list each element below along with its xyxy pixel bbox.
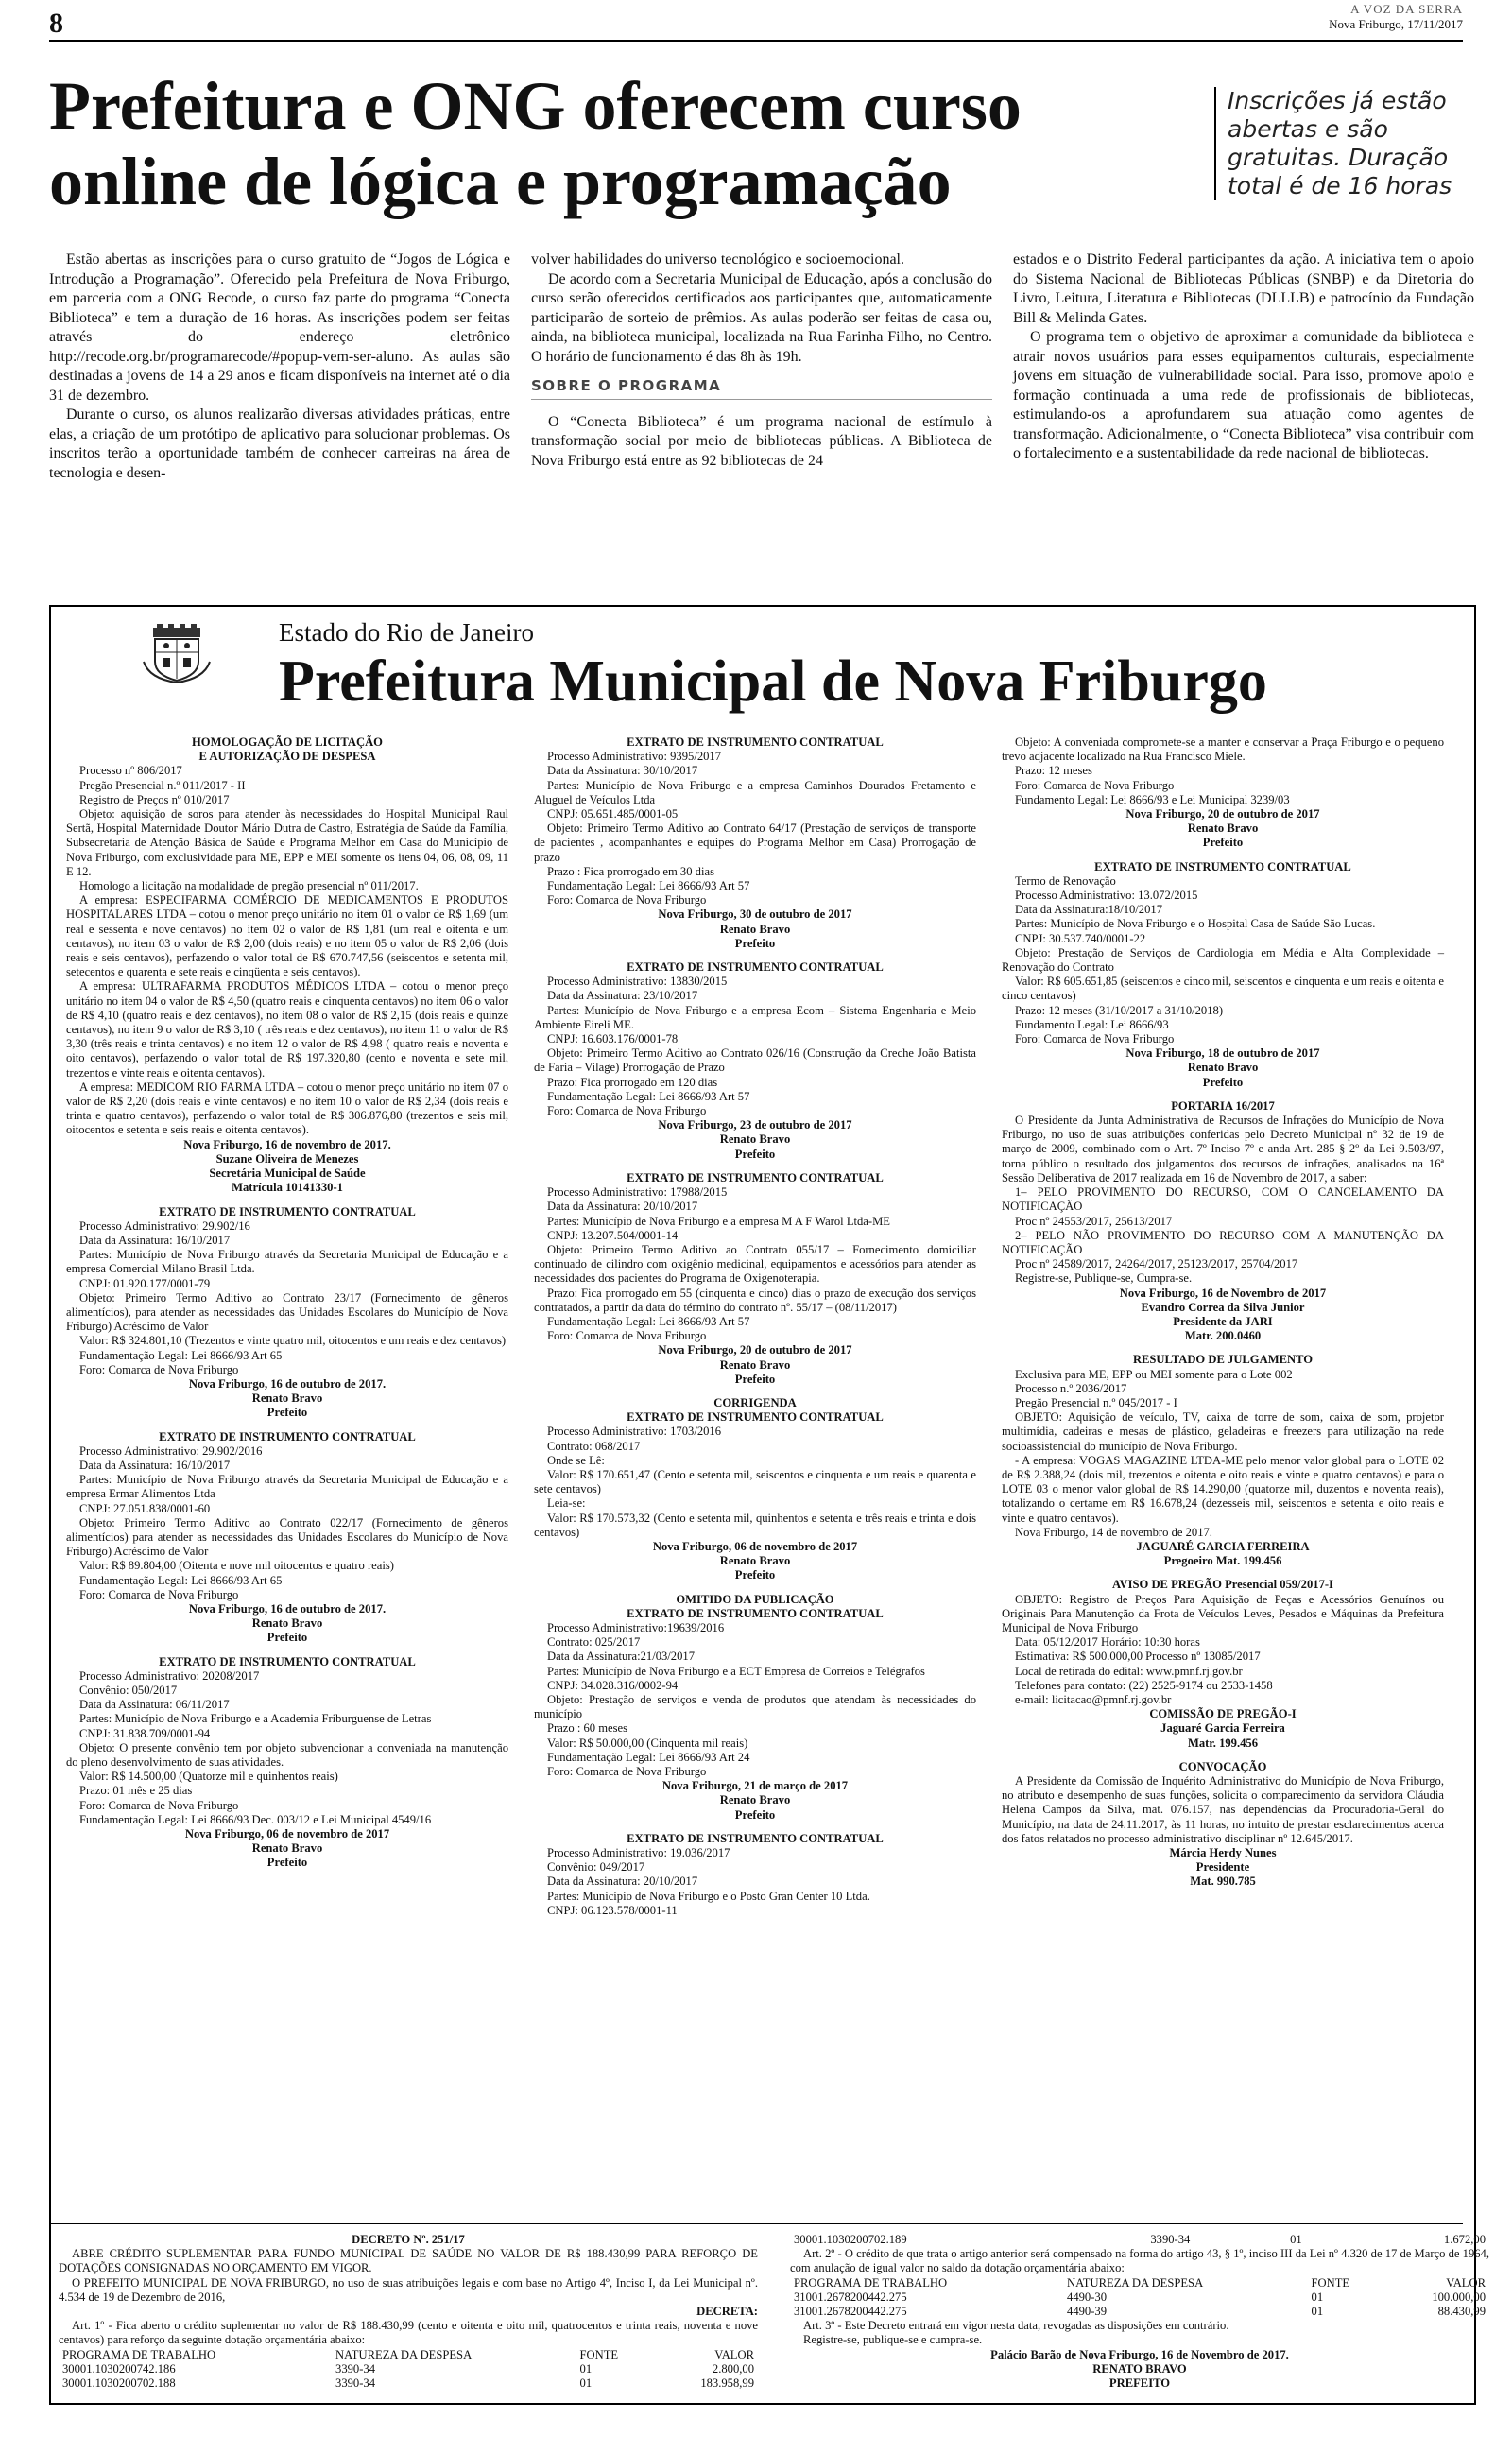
gazette-line: Objeto: Primeiro Termo Aditivo ao Contrato 23/17 (Fornecimento de gêneros alimentícios), para atender as necessidades das Unidades Escolares do Município de Nova Friburgo) Acréscimo de Valor (66, 1290, 508, 1334)
gazette-heading: Presidente (1195, 1860, 1250, 1875)
gazette-heading: Prefeito (266, 1856, 308, 1870)
gazette-column-2 (534, 735, 976, 1918)
gazette-line: Data da Assinatura: 20/10/2017 (547, 1200, 698, 1214)
gazette-line: Partes: Município de Nova Friburgo e o Posto Gran Center 10 Ltda. (547, 1889, 870, 1903)
gazette-line: Prazo : Fica prorrogado em 30 dias (547, 864, 714, 878)
header-rule (49, 40, 1463, 42)
gazette-line: Processo Administrativo: 19.036/2017 (547, 1846, 730, 1860)
gazette-heading: Prefeito (266, 1406, 308, 1420)
gazette-line: Prazo: 12 meses (1015, 764, 1092, 778)
gazette-line: Nova Friburgo, 14 de novembro de 2017. (1015, 1525, 1212, 1539)
gazette-heading: EXTRATO DE INSTRUMENTO CONTRATUAL (627, 735, 884, 749)
gazette-heading: RESULTADO DE JULGAMENTO (1132, 1353, 1314, 1367)
gazette-heading: EXTRATO DE INSTRUMENTO CONTRATUAL (627, 1170, 884, 1184)
gazette-heading: Prefeito (734, 1568, 776, 1582)
gazette-line: Fundamentação Legal: Lei 8666/93 Art 65 (79, 1573, 283, 1587)
gazette-state-name: Estado do Rio de Janeiro (279, 618, 534, 647)
gazette-line: Processo Administrativo: 13830/2015 (547, 975, 728, 989)
gazette-heading: Presidente da JARI (1173, 1314, 1273, 1328)
gazette-line: Partes: Município de Nova Friburgo e a ECT Empresa de Correios e Telégrafos (547, 1664, 925, 1678)
table-cell: VALOR (1446, 2275, 1486, 2290)
decree-divider (49, 2223, 1463, 2224)
table-cell: 30001.1030200742.186 (62, 2361, 176, 2376)
table-cell: NATUREZA DA DESPESA (1067, 2275, 1204, 2290)
decree-table-continued (790, 2233, 1489, 2247)
gazette-line: Foro: Comarca de Nova Friburgo (547, 1329, 707, 1343)
gazette-heading: AVISO DE PREGÃO Presencial 059/2017-I (1112, 1578, 1333, 1592)
gazette-heading: Prefeito (734, 936, 776, 950)
gazette-heading: Nova Friburgo, 16 de Novembro de 2017 (1119, 1286, 1327, 1300)
gazette-heading: Matrícula 10141330-1 (232, 1181, 343, 1195)
gazette-heading: JAGUARÉ GARCIA FERREIRA (1136, 1539, 1310, 1553)
gazette-heading: HOMOLOGAÇÃO DE LICITAÇÃO (192, 735, 383, 749)
decree-article-3: Art. 3º - Este Decreto entrará em vigor nesta data, revogadas as disposições em contrário. (803, 2319, 1229, 2333)
gazette-line: Registre-se, Publique-se, Cumpra-se. (1015, 1271, 1193, 1286)
paper-name: A VOZ DA SERRA (1350, 2, 1463, 16)
article-column-1 (49, 251, 510, 483)
gazette-line: Convênio: 050/2017 (79, 1684, 178, 1697)
gazette-heading: PORTARIA 16/2017 (1171, 1098, 1275, 1113)
paragraph: O “Conecta Biblioteca” é um programa nacional de estímulo à transformação social por meio de bibliotecas públicas. A Biblioteca de Nova Friburgo está entre as 92 bibliotecas de 24 (531, 413, 992, 469)
table-cell: 88.430,99 (1437, 2305, 1486, 2319)
gazette-line: Objeto: Prestação de serviços e venda de produtos que atendam às necessidades do município (534, 1693, 976, 1721)
table-cell: 01 (1311, 2290, 1324, 2304)
table-cell: 2.800,00 (712, 2361, 754, 2376)
decree-left (59, 2233, 758, 2391)
gazette-line: Valor: R$ 605.651,85 (seiscentos e cinco mil, seiscentos e cinquenta e um reais e oitenta e cinco centavos) (1002, 975, 1444, 1003)
table-cell: 01 (579, 2376, 593, 2391)
gazette-line: CNPJ: 06.123.578/0001-11 (547, 1903, 678, 1917)
gazette-heading: Nova Friburgo, 16 de outubro de 2017. (188, 1601, 387, 1616)
table-row (59, 2376, 758, 2391)
gazette-heading: Evandro Correa da Silva Junior (1141, 1300, 1305, 1314)
paragraph: volver habilidades do universo tecnológico e socioemocional. (531, 251, 904, 268)
gazette-line: Data da Assinatura: 20/10/2017 (547, 1875, 698, 1889)
gazette-line: OBJETO: Aquisição de veículo, TV, caixa de torre de som, caixa de som, projetor multimídia, cadeiras e mesas de plástico, geladeiras e freezers para utilização na rede socioassistencial do município de Nova Friburgo. (1002, 1410, 1444, 1453)
gazette-line: Foro: Comarca de Nova Friburgo (1015, 1032, 1175, 1046)
gazette-line: Registro de Preços nº 010/2017 (79, 792, 230, 806)
gazette-line: Partes: Município de Nova Friburgo e a empresa M A F Warol Ltda-ME (547, 1214, 890, 1228)
gazette-heading: E AUTORIZAÇÃO DE DESPESA (198, 750, 376, 764)
gazette-line: Proc nº 24589/2017, 24264/2017, 25123/2017, 25704/2017 (1015, 1257, 1298, 1271)
table-cell: 1.672,00 (1443, 2233, 1486, 2246)
table-cell: 31001.2678200442.275 (794, 2305, 907, 2319)
gazette-line: Processo Administrativo:19639/2016 (547, 1620, 725, 1634)
gazette-line: Convênio: 049/2017 (547, 1860, 645, 1875)
gazette-heading: Matr. 200.0460 (1184, 1329, 1262, 1343)
section-subhead: SOBRE O PROGRAMA (531, 376, 992, 400)
gazette-line: Fundamentação Legal: Lei 8666/93 Art 57 (547, 879, 750, 893)
gazette-heading: Suzane Oliveira de Menezes (215, 1151, 359, 1166)
gazette-line: Partes: Município de Nova Friburgo e a Academia Friburguense de Letras (79, 1712, 432, 1726)
table-cell: NATUREZA DA DESPESA (335, 2347, 472, 2361)
table-cell: 4490-30 (1067, 2290, 1107, 2304)
gazette-line: Valor: R$ 324.801,10 (Trezentos e vinte quatro mil, oitocentos e um reais e dez centavos) (79, 1334, 507, 1348)
page-number: 8 (49, 8, 63, 39)
gazette-line: Valor: R$ 14.500,00 (Quatorze mil e quinhentos reais) (79, 1770, 338, 1784)
article-deck: Inscrições já estão abertas e são gratuitas. Duração total é de 16 horas (1214, 87, 1483, 200)
gazette-heading: Nova Friburgo, 20 de outubro de 2017 (658, 1343, 852, 1357)
table-row (790, 2290, 1489, 2305)
decree-article-1: Art. 1º - Fica aberto o crédito suplementar no valor de R$ 188.430,99 (cento e oitenta e oito mil, quatrocentos e trinta reais, noventa e nove centavos) para reforço da seguinte dotação orçamentária abaixo: (59, 2319, 758, 2347)
headline-line-2: online de lógica e programação (49, 144, 952, 219)
gazette-line: Valor: R$ 170.651,47 (Cento e setenta mil, seiscentos e cinquenta e um reais e quarenta e sete centavos) (534, 1467, 976, 1496)
gazette-line: Data da Assinatura: 16/10/2017 (79, 1233, 231, 1247)
gazette-line: OBJETO: Registro de Preços Para Aquisição de Peças e Acessórios Genuínos ou Originais Para Manutenção da Frota de Veículos Leves, Pesados e Máquinas da Prefeitura Municipal de Nova Friburgo (1002, 1592, 1444, 1634)
gazette-line: CNPJ: 05.651.485/0001-05 (547, 807, 679, 821)
gazette-heading: Prefeito (734, 1372, 776, 1386)
gazette-line: Contrato: 025/2017 (547, 1635, 641, 1650)
gazette-line: Prazo : 60 meses (547, 1721, 627, 1736)
table-row (790, 2305, 1489, 2319)
gazette-heading: Nova Friburgo, 06 de novembro de 2017 (184, 1827, 390, 1841)
gazette-line: CNPJ: 13.207.504/0001-14 (547, 1228, 679, 1242)
gazette-line: CNPJ: 31.838.709/0001-94 (79, 1726, 211, 1740)
gazette-line: A empresa: ULTRAFARMA PRODUTOS MÉDICOS LTDA – cotou o menor preço unitário no item 04 o valor de R$ 4,50 (quatro reais e cinquenta centavos) no item 06 o valor de R$ 4,10 (quatro reais e dez centavos), no item 08 o valor de R$ 2,15 (dois reais e quinze centavos), no item 9 o valor de R$ 3,10 ( três reais e dez centavos), no item 11 o valor de R$ 3,30 (três reais e trinta centavos) e no item 12 o valor de R$ 4,98 ( quatro reais e noventa e oito centavos), perfazendo o valor total de R$ 197.320,80 (cento e noventa e sete mil, trezentos e vinte reais e oitenta centavos). (66, 979, 508, 1080)
gazette-line: Objeto: aquisição de soros para atender às necessidades do Hospital Municipal Raul Sertã, Hospital Maternidade Doutor Mário Dutra de Castro, Estratégia de Saúde da Família, Subsecretaria de Atenção Básica de Saúde e Programa Melhor em Casa do Município de Nova Friburgo, com exclusividade para ME, EPP e MEI somente os itens 04, 06, 08, 09, 11 E 12. (66, 807, 508, 878)
table-cell: 4490-39 (1067, 2305, 1107, 2319)
decree-signature-name: RENATO BRAVO (1092, 2361, 1187, 2376)
gazette-line: CNPJ: 16.603.176/0001-78 (547, 1032, 679, 1046)
table-cell: 01 (1311, 2305, 1324, 2319)
gazette-heading: Nova Friburgo, 06 de novembro de 2017 (652, 1539, 858, 1553)
gazette-column-1 (66, 735, 508, 1871)
gazette-line: Partes: Município de Nova Friburgo e a empresa Caminhos Dourados Fretamento e Aluguel de Veículos Ltda (534, 778, 976, 806)
table-cell: 183.958,99 (700, 2376, 754, 2391)
gazette-heading: Mat. 990.785 (1190, 1875, 1256, 1889)
table-cell: FONTE (579, 2347, 619, 2361)
table-cell: 3390-34 (335, 2376, 375, 2391)
gazette-line: Onde se Lê: (547, 1453, 605, 1467)
gazette-heading: EXTRATO DE INSTRUMENTO CONTRATUAL (159, 1204, 416, 1218)
gazette-line: Data da Assinatura: 30/10/2017 (547, 764, 698, 778)
gazette-line: Processo Administrativo: 20208/2017 (79, 1668, 260, 1683)
gazette-line: Foro: Comarca de Nova Friburgo (547, 1104, 707, 1118)
table-header-row (790, 2276, 1489, 2290)
gazette-line: Valor: R$ 50.000,00 (Cinquenta mil reais) (547, 1736, 748, 1750)
decree-article-2: Art. 2º - O crédito de que trata o artigo anterior será compensado na forma do artigo 43, § 1º, inciso III da Lei nº 4.320 de 17 de Março de 1964, com anulação de igual valor no saldo da dotação orçamentária abaixo: (790, 2247, 1489, 2275)
gazette-line: Partes: Município de Nova Friburgo através da Secretaria Municipal de Educação e a empresa Ermar Alimentos Ltda (66, 1473, 508, 1501)
gazette-line: Objeto: Primeiro Termo Aditivo ao Contrato 64/17 (Prestação de serviços de transporte de pacientes , acompanhantes e equipes do Programa Melhor em Casa) Prorrogação de prazo (534, 821, 976, 864)
gazette-line: Objeto: O presente convênio tem por objeto subvencionar a conveniada na manutenção do pleno desenvolvimento de suas atividades. (66, 1740, 508, 1770)
decree-signature-role: PREFEITO (1108, 2376, 1171, 2391)
paragraph: Estão abertas as inscrições para o curso gratuito de “Jogos de Lógica e Introdução a Programação”. Oferecido pela Prefeitura de Nova Friburgo, em parceria com a ONG Recode, o curso faz parte do programa “Conecta Biblioteca” e tem a duração de 16 horas. As inscrições podem ser feitas através do endereço eletrônico http://recode.org.br/programarecode/#popup-vem-ser-aluno. As aulas são destinadas a jovens de 14 a 29 anos e ficam disponíveis na internet até o dia 31 de dezembro. (49, 251, 510, 404)
page-header (49, 0, 1463, 38)
gazette-heading: CONVOCAÇÃO (1178, 1759, 1267, 1773)
gazette-line: Objeto: Primeiro Termo Aditivo ao Contrato 022/17 (Fornecimento de gêneros alimentícios) para atender as necessidades das Unidades Escolares do Município de Nova Friburgo) Acréscimo de Valor (66, 1515, 508, 1559)
headline-line-1: Prefeitura e ONG oferecem curso (49, 68, 1022, 144)
gazette-line: Data: 05/12/2017 Horário: 10:30 horas (1015, 1635, 1200, 1650)
gazette-heading: Prefeito (1202, 1075, 1244, 1089)
gazette-heading: Renato Bravo (719, 1554, 791, 1568)
gazette-heading: Renato Bravo (251, 1841, 323, 1856)
gazette-line: Partes: Município de Nova Friburgo e a empresa Ecom – Sistema Engenharia e Meio Ambiente Eireli ME. (534, 1003, 976, 1031)
dateline: Nova Friburgo, 17/11/2017 (1329, 17, 1463, 31)
gazette-heading: Prefeito (1202, 836, 1244, 850)
gazette-line: Contrato: 068/2017 (547, 1439, 641, 1453)
decree-decreta: DECRETA: (696, 2305, 758, 2319)
gazette-line: Prazo: 12 meses (31/10/2017 a 31/10/2018) (1015, 1003, 1224, 1017)
table-cell: 01 (1290, 2233, 1302, 2246)
gazette-heading: Márcia Herdy Nunes (1169, 1846, 1277, 1860)
gazette-line: A Presidente da Comissão de Inquérito Administrativo do Município de Nova Friburgo, no atributo e desempenho de suas funções, solicita o comparecimento da servidora Cláudia Helena Campos da Silva, mat. 076.157, nas dependências da Procuradoria-Geral do Município, na data de 24.11.2017, às 11 horas, no intuito de prestar esclarecimentos acerca dos fatos relatados no processo administrativo disciplinar nº 12.645/2017. (1002, 1774, 1444, 1845)
table-cell: 100.000,00 (1432, 2290, 1486, 2304)
gazette-line: Data da Assinatura: 06/11/2017 (79, 1698, 230, 1712)
gazette-heading: EXTRATO DE INSTRUMENTO CONTRATUAL (627, 1410, 884, 1425)
table-header-row (59, 2348, 758, 2362)
gazette-line: Fundamento Legal: Lei 8666/93 (1015, 1017, 1169, 1031)
gazette-heading: CORRIGENDA (713, 1395, 797, 1409)
table-row (59, 2362, 758, 2376)
gazette-line: Proc nº 24553/2017, 25613/2017 (1015, 1214, 1173, 1228)
table-cell: 01 (579, 2361, 593, 2376)
gazette-heading: Renato Bravo (251, 1616, 323, 1631)
gazette-line: Fundamentação Legal: Lei 8666/93 Art 24 (547, 1750, 750, 1764)
gazette-line: Local de retirada do edital: www.pmnf.rj.gov.br (1015, 1664, 1243, 1678)
table-cell: FONTE (1311, 2275, 1350, 2290)
gazette-line: CNPJ: 30.537.740/0001-22 (1015, 931, 1146, 945)
gazette-line: Processo Administrativo: 29.902/2016 (79, 1443, 263, 1458)
gazette-line: Telefones para contato: (22) 2525-9174 ou 2533-1458 (1015, 1678, 1273, 1692)
gazette-heading: Renato Bravo (719, 1357, 791, 1372)
decree-right (790, 2233, 1489, 2391)
gazette-line: Foro: Comarca de Nova Friburgo (79, 1362, 239, 1376)
gazette-line: Processo nº 806/2017 (79, 764, 182, 778)
gazette-line: 2– PELO NÃO PROVIMENTO DO RECURSO COM A MANUTENÇÃO DA NOTIFICAÇÃO (1002, 1228, 1444, 1256)
article-column-2 (531, 251, 992, 471)
paragraph: Durante o curso, os alunos realizarão diversas atividades práticas, entre elas, a criação de um protótipo de aplicativo para solucionar problemas. Os inscritos terão a oportunidade também de conhecer carreiras na área de tecnologia e desen- (49, 406, 510, 481)
decree-registre: Registre-se, publique-se e cumpra-se. (803, 2333, 983, 2347)
table-cell: 3390-34 (335, 2361, 375, 2376)
gazette-line: Prazo: 01 mês e 25 dias (79, 1784, 193, 1798)
gazette-line: Processo Administrativo: 17988/2015 (547, 1185, 728, 1200)
gazette-line: Processo n.º 2036/2017 (1015, 1381, 1127, 1395)
gazette-line: Partes: Município de Nova Friburgo e o Hospital Casa de Saúde São Lucas. (1015, 917, 1376, 931)
gazette-heading: Nova Friburgo, 18 de outubro de 2017 (1125, 1046, 1320, 1061)
table-row (790, 2233, 1489, 2247)
article-headline (49, 68, 1183, 219)
gazette-heading: Renato Bravo (1187, 821, 1259, 836)
gazette-line: Fundamentação Legal: Lei 8666/93 Art 57 (547, 1089, 750, 1103)
gazette-line: Prazo: Fica prorrogado em 55 (cinquenta e cinco) dias o prazo de execução dos serviços contratados, a partir da data do término do contrato nº. 55/17 – (08/11/2017) (534, 1286, 976, 1314)
gazette-line: Objeto: A conveniada compromete-se a manter e conservar a Praça Friburgo e o pequeno trevo adjacente localizado na Rua Francisco Miele. (1002, 735, 1444, 764)
gazette-heading: Prefeito (266, 1631, 308, 1645)
gazette-title: Prefeitura Municipal de Nova Friburgo (279, 649, 1267, 714)
gazette-heading: EXTRATO DE INSTRUMENTO CONTRATUAL (627, 1606, 884, 1620)
table-cell: 30001.1030200702.188 (62, 2376, 176, 2391)
decree-table-left (59, 2348, 758, 2392)
table-cell: VALOR (714, 2347, 754, 2361)
gazette-heading: Renato Bravo (719, 1132, 791, 1147)
gazette-line: O Presidente da Junta Administrativa de Recursos de Infrações do Município de Nova Friburgo, no uso de suas atribuições conferidas pelo Decreto Municipal nº 32 de 19 de março de 2009, combinado com o Art. 7º Inciso 7º e anda Art. 285 § 2º da Lei 9.503/97, torna público o resultado dos julgamentos dos recursos de infrações, analisados na 16ª Sessão Deliberativa de 2017 realizada em 16 de Novembro de 2017, a saber: (1002, 1114, 1444, 1184)
gazette-line: Estimativa: R$ 500.000,00 Processo nº 13085/2017 (1015, 1650, 1261, 1664)
gazette-line: Foro: Comarca de Nova Friburgo (79, 1798, 239, 1812)
gazette-heading: Renato Bravo (1187, 1061, 1259, 1075)
gazette-heading: Nova Friburgo, 21 de março de 2017 (662, 1779, 849, 1793)
gazette-line: Foro: Comarca de Nova Friburgo (1015, 778, 1175, 792)
gazette-heading: Secretária Municipal de Saúde (209, 1167, 366, 1181)
gazette-line: Valor: R$ 89.804,00 (Oitenta e nove mil oitocentos e quatro reais) (79, 1559, 394, 1573)
gazette-line: Foro: Comarca de Nova Friburgo (79, 1587, 239, 1601)
gazette-heading: EXTRATO DE INSTRUMENTO CONTRATUAL (627, 1831, 884, 1845)
gazette-line: Processo Administrativo: 1703/2016 (547, 1425, 722, 1439)
decree-table-right (790, 2276, 1489, 2320)
gazette-line: e-mail: licitacao@pmnf.rj.gov.br (1015, 1693, 1172, 1706)
gazette-heading: Renato Bravo (719, 922, 791, 936)
gazette-line: Data da Assinatura:21/03/2017 (547, 1650, 695, 1664)
article-body (49, 251, 1476, 544)
gazette-line: Processo Administrativo: 9395/2017 (547, 750, 722, 764)
gazette-heading: Matr. 199.456 (1187, 1736, 1259, 1750)
gazette-line: Pregão Presencial n.º 011/2017 - II (79, 778, 246, 792)
table-cell: 3390-34 (1150, 2233, 1191, 2246)
decree-signature-place: Palácio Barão de Nova Friburgo, 16 de Novembro de 2017. (990, 2347, 1289, 2361)
decree-ementa: ABRE CRÉDITO SUPLEMENTAR PARA FUNDO MUNICIPAL DE SAÚDE NO VALOR DE R$ 188.430,99 PARA REFORÇO DE DOTAÇÕES CONSIGNADAS NO ORÇAMENTO EM VIGOR. (59, 2247, 758, 2275)
gazette-line: Data da Assinatura: 16/10/2017 (79, 1458, 231, 1472)
gazette-heading: Pregoeiro Mat. 199.456 (1163, 1554, 1282, 1568)
gazette-line: Fundamentação Legal: Lei 8666/93 Art 65 (79, 1348, 283, 1362)
gazette-line: CNPJ: 34.028.316/0002-94 (547, 1678, 679, 1692)
gazette-line: Foro: Comarca de Nova Friburgo (547, 1765, 707, 1779)
paragraph: estados e o Distrito Federal participantes da ação. A iniciativa tem o apoio do Sistema Nacional de Bibliotecas Públicas (SNBP) e da Diretoria do Livro, Leitura, Literatura e Bibliotecas (DLLLB) e patrocínio da Fundação Bill & Melinda Gates. (1013, 251, 1474, 326)
gazette-heading: EXTRATO DE INSTRUMENTO CONTRATUAL (627, 960, 884, 975)
article-column-3 (1013, 251, 1474, 464)
gazette-heading: Prefeito (734, 1147, 776, 1161)
gazette-line: Exclusiva para ME, EPP ou MEI somente para o Lote 002 (1015, 1367, 1293, 1381)
paragraph: O programa tem o objetivo de aproximar a comunidade da biblioteca e atrair novos usuários para esses equipamentos culturais, especialmente jovens em situação de vulnerabilidade social. Para isso, promove apoio e formação continuada a uma rede de profissionais de bibliotecas, estimulando-os a aprofundarem sua atuação como agentes de transformação. Adicionalmente, o “Conecta Biblioteca” visa contribuir com o fortalecimento e a sustentabilidade da rede nacional de bibliotecas. (1013, 329, 1474, 461)
gazette-line: Objeto: Primeiro Termo Aditivo ao Contrato 026/16 (Construção da Creche João Batista de Faria – Vilage) Prorrogação de Prazo (534, 1046, 976, 1075)
table-cell: 31001.2678200442.275 (794, 2290, 907, 2304)
gazette-line: Valor: R$ 170.573,32 (Cento e setenta mil, quinhentos e setenta e três reais e trinta e dois centavos) (534, 1511, 976, 1539)
gazette-line: Processo Administrativo: 13.072/2015 (1015, 889, 1198, 903)
municipal-coat-of-arms-icon (140, 624, 214, 684)
gazette-column-3 (1002, 735, 1444, 1890)
gazette-line: CNPJ: 27.051.838/0001-60 (79, 1501, 211, 1515)
gazette-heading: EXTRATO DE INSTRUMENTO CONTRATUAL (1094, 859, 1351, 873)
gazette-heading: Renato Bravo (719, 1793, 791, 1807)
gazette-heading: Nova Friburgo, 20 de outubro de 2017 (1125, 807, 1320, 821)
gazette-line: A empresa: MEDICOM RIO FARMA LTDA – cotou o menor preço unitário no item 07 o valor de R$ 2,20 (dois reais e vinte centavos) e no item 10 o valor de R$ 2,34 (dois reais e trinta e quatro centavos), perfazendo o valor total de R$ 306.876,80 (trezentos e seis mil, oitocentos e setenta e seis reais e oitenta centavos). (66, 1080, 508, 1137)
gazette-line: Fundamento Legal: Lei 8666/93 e Lei Municipal 3239/03 (1015, 792, 1290, 806)
gazette-line: Objeto: Prestação de Serviços de Cardiologia em Média e Alta Complexidade – Renovação do Contrato (1002, 945, 1444, 975)
gazette-heading: Jaguaré Garcia Ferreira (1160, 1721, 1285, 1736)
paragraph: De acordo com a Secretaria Municipal de Educação, após a conclusão do curso serão oferecidos certificados aos participantes que, automaticamente participarão de sorteio de prêmios. As aulas poderão ser feitas de casa ou, ainda, na biblioteca municipal, localizada na Rua Farinha Filho, no Centro. O horário de funcionamento é das 8h às 19h. (531, 270, 992, 365)
gazette-heading: Nova Friburgo, 16 de outubro de 2017. (188, 1376, 387, 1391)
gazette-line: Leia-se: (547, 1496, 586, 1511)
gazette-line: CNPJ: 01.920.177/0001-79 (79, 1276, 211, 1290)
gazette-line: Pregão Presencial n.º 045/2017 - I (1015, 1395, 1177, 1409)
gazette-line: Data da Assinatura: 23/10/2017 (547, 989, 698, 1003)
gazette-heading: Nova Friburgo, 16 de novembro de 2017. (183, 1137, 391, 1151)
gazette-heading: EXTRATO DE INSTRUMENTO CONTRATUAL (159, 1429, 416, 1443)
gazette-line: Fundamentação Legal: Lei 8666/93 Dec. 003/12 e Lei Municipal 4549/16 (79, 1812, 432, 1826)
gazette-heading: COMISSÃO DE PREGÃO-I (1149, 1707, 1297, 1721)
gazette-line: Data da Assinatura:18/10/2017 (1015, 903, 1162, 917)
gazette-heading: Prefeito (734, 1807, 776, 1822)
gazette-line: 1– PELO PROVIMENTO DO RECURSO, COM O CANCELAMENTO DA NOTIFICAÇÃO (1002, 1185, 1444, 1214)
table-cell: 30001.1030200702.189 (794, 2233, 907, 2246)
gazette-heading: OMITIDO DA PUBLICAÇÃO (676, 1592, 834, 1606)
gazette-line: Processo Administrativo: 29.902/16 (79, 1218, 250, 1233)
gazette-line: A empresa: ESPECIFARMA COMÉRCIO DE MEDICAMENTOS E PRODUTOS HOSPITALARES LTDA – cotou o menor preço unitário no item 01 o valor de R$ 1,69 (um real e sessenta e nove centavos) no item 02 o valor de R$ 1,81 (um real e oitenta e um centavos), no item 03 o valor de R$ 2,00 (dois reais) e no item 05 o valor de R$ 2,06 (dois reais e seis centavos), perfazendo o valor total de R$ 670.747,56 (seiscentos e setenta mil, setecentos e quarenta e sete reais e cinqüenta e seis centavos). (66, 893, 508, 979)
gazette-line: Foro: Comarca de Nova Friburgo (547, 893, 707, 907)
gazette-line: Objeto: Primeiro Termo Aditivo ao Contrato 055/17 – Fornecimento domiciliar continuado de cilindro com oxigênio medicinal, equipamentos e acessórios para atender as necessidades dos pacientes do Programa de Oxigenoterapia. (534, 1242, 976, 1286)
decree-preamble: O PREFEITO MUNICIPAL DE NOVA FRIBURGO, no uso de suas atribuições legais e com base no Artigo 4º, Inciso I, da Lei Municipal nº. 4.534 de 19 de Dezembro de 2016, (59, 2275, 758, 2304)
gazette-heading: Renato Bravo (251, 1391, 323, 1406)
table-cell: PROGRAMA DE TRABALHO (62, 2347, 216, 2361)
decree-title: DECRETO Nº. 251/17 (352, 2233, 465, 2246)
table-cell: PROGRAMA DE TRABALHO (794, 2275, 948, 2290)
gazette-line: - A empresa: VOGAS MAGAZINE LTDA-ME pelo menor valor global para o LOTE 02 de R$ 2.388,24 (dois mil, trezentos e oitenta e oito reais e vinte e quatro centavos) e para o LOTE 03 o menor valor global de R$ 14.290,00 (quatorze mil, duzentos e noventa reais), totalizando o certame em R$ 16.678,24 (dezesseis mil, seiscentos e setenta e oito reais e vinte e quatro centavos). (1002, 1453, 1444, 1525)
masthead (1329, 2, 1463, 32)
gazette-heading: Nova Friburgo, 23 de outubro de 2017 (658, 1118, 852, 1132)
gazette-heading: EXTRATO DE INSTRUMENTO CONTRATUAL (159, 1654, 416, 1668)
gazette-line: Prazo: Fica prorrogado em 120 dias (547, 1075, 718, 1089)
gazette-line: Termo de Renovação (1015, 873, 1116, 888)
gazette-line: Homologo a licitação na modalidade de pregão presencial nº 011/2017. (79, 879, 419, 893)
gazette-heading: Nova Friburgo, 30 de outubro de 2017 (658, 907, 852, 922)
gazette-line: Fundamentação Legal: Lei 8666/93 Art 57 (547, 1314, 750, 1328)
gazette-line: Partes: Município de Nova Friburgo através da Secretaria Municipal de Educação e a empresa Comercial Milano Brasil Ltda. (66, 1248, 508, 1276)
